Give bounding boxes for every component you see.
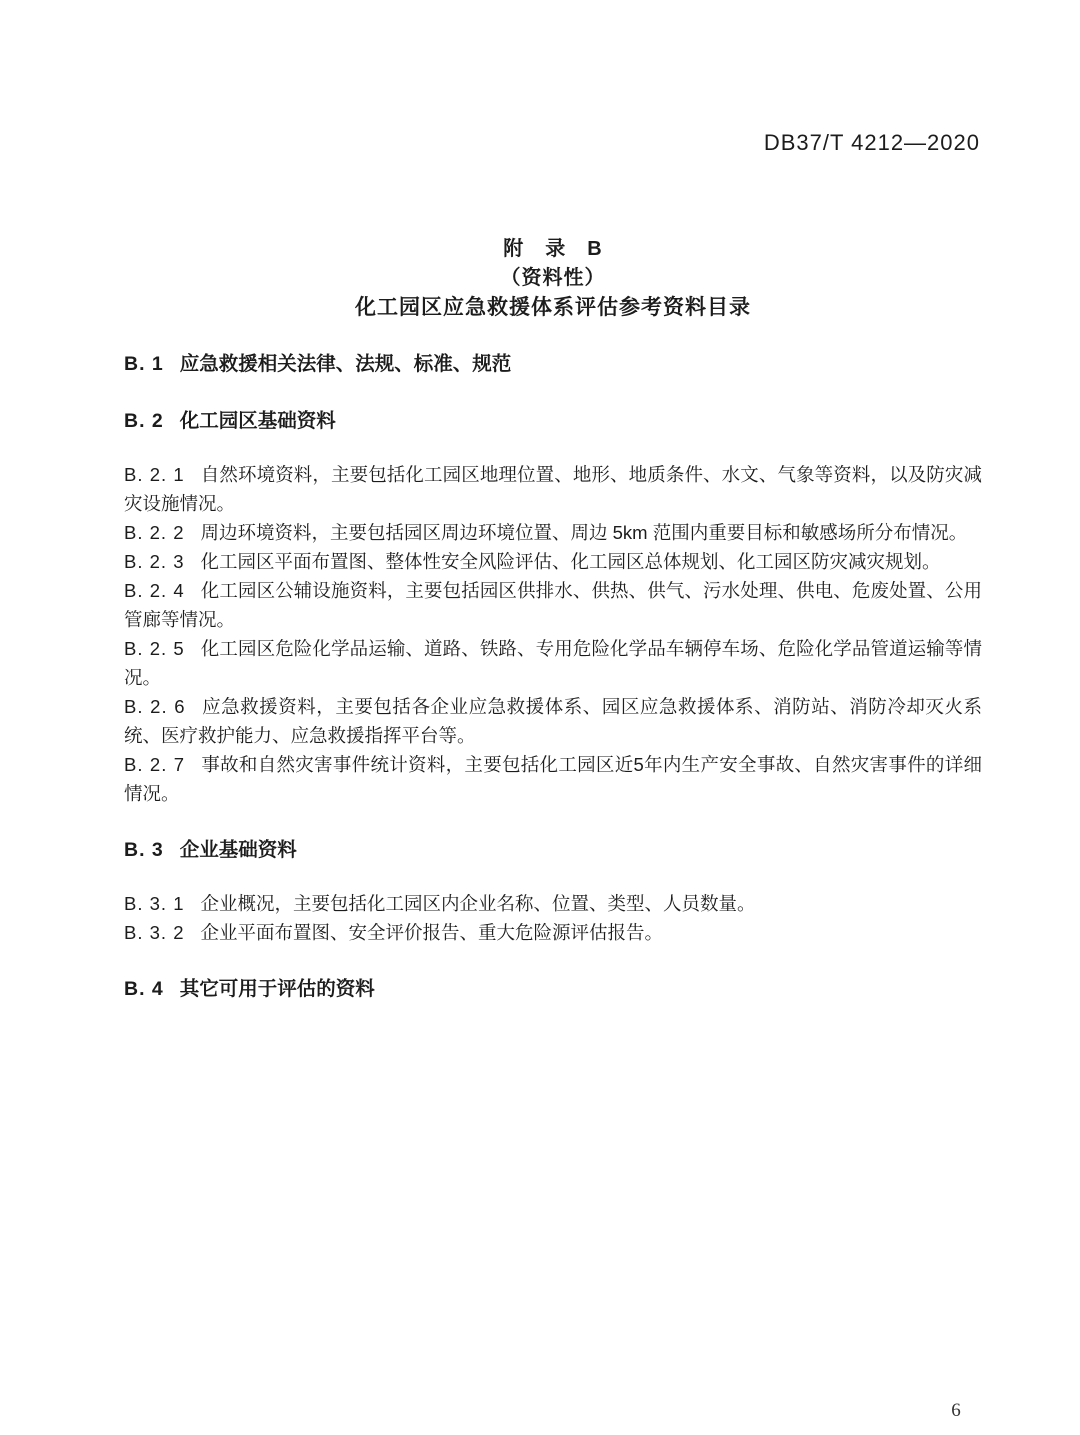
- clause-number: B. 2. 4: [124, 580, 185, 601]
- section-heading-text: 应急救援相关法律、法规、标准、规范: [179, 353, 512, 375]
- clause-text: 化工园区平面布置图、整体性安全风险评估、化工园区总体规划、化工园区防灾减灾规划。: [200, 551, 941, 572]
- clause-text: 应急救援资料，主要包括各企业应急救援体系、园区应急救援体系、消防站、消防冷却灭火系统、医疗救护能力、应急救援指挥平台等。: [124, 696, 982, 746]
- section-heading-b3: [124, 836, 982, 865]
- clause-b3-1: [124, 889, 982, 918]
- appendix-main-title: 化工园区应急救援体系评估参考资料目录: [355, 296, 751, 319]
- document-content: [124, 235, 982, 1028]
- clause-text: 周边环境资料，主要包括园区周边环境位置、周边 5km 范围内重要目标和敏感场所分布情况。: [200, 522, 968, 543]
- section-number: B. 1: [124, 353, 164, 375]
- clause-number: B. 2. 5: [124, 638, 185, 659]
- clause-number: B. 2. 2: [124, 522, 185, 543]
- section-heading-text: 其它可用于评估的资料: [179, 978, 375, 1000]
- section-number: B. 4: [124, 978, 164, 1000]
- section-b2-paragraphs: [124, 460, 982, 808]
- clause-b2-6: [124, 692, 982, 750]
- clause-b2-5: [124, 634, 982, 692]
- clause-b2-1: [124, 460, 982, 518]
- clause-number: B. 2. 7: [124, 754, 186, 775]
- clause-text: 企业概况，主要包括化工园区内企业名称、位置、类型、人员数量。: [200, 893, 756, 914]
- clause-b2-7: [124, 750, 982, 808]
- clause-text: 事故和自然灾害事件统计资料，主要包括化工园区近5年内生产安全事故、自然灾害事件的详细情况。: [124, 754, 982, 804]
- clause-b2-2: [124, 518, 982, 547]
- appendix-title-block: [124, 235, 982, 322]
- clause-text: 化工园区公辅设施资料，主要包括园区供排水、供热、供气、污水处理、供电、危废处置、公用管廊等情况。: [124, 580, 982, 630]
- clause-text: 企业平面布置图、安全评价报告、重大危险源评估报告。: [200, 922, 663, 943]
- clause-b2-4: [124, 576, 982, 634]
- section-heading-b1: [124, 350, 982, 379]
- appendix-label: 附 录 B: [503, 238, 603, 260]
- section-number: B. 2: [124, 410, 164, 432]
- standard-number-header: DB37/T 4212—2020: [763, 130, 980, 155]
- clause-number: B. 3. 1: [124, 893, 185, 914]
- section-heading-text: 化工园区基础资料: [179, 410, 336, 432]
- clause-number: B. 2. 6: [124, 696, 186, 717]
- appendix-type-label: （资料性）: [500, 267, 606, 289]
- page-number: 6: [951, 1400, 961, 1421]
- clause-number: B. 2. 1: [124, 464, 185, 485]
- section-number: B. 3: [124, 839, 164, 861]
- section-heading-b4: [124, 975, 982, 1004]
- section-heading-text: 企业基础资料: [179, 839, 297, 861]
- section-b3-paragraphs: [124, 889, 982, 947]
- clause-text: 自然环境资料，主要包括化工园区地理位置、地形、地质条件、水文、气象等资料，以及防灾减灾设施情况。: [124, 464, 982, 514]
- clause-b3-2: [124, 918, 982, 947]
- clause-text: 化工园区危险化学品运输、道路、铁路、专用危险化学品车辆停车场、危险化学品管道运输等情况。: [124, 638, 982, 688]
- clause-number: B. 2. 3: [124, 551, 185, 572]
- section-heading-b2: [124, 407, 982, 436]
- clause-b2-3: [124, 547, 982, 576]
- clause-number: B. 3. 2: [124, 922, 185, 943]
